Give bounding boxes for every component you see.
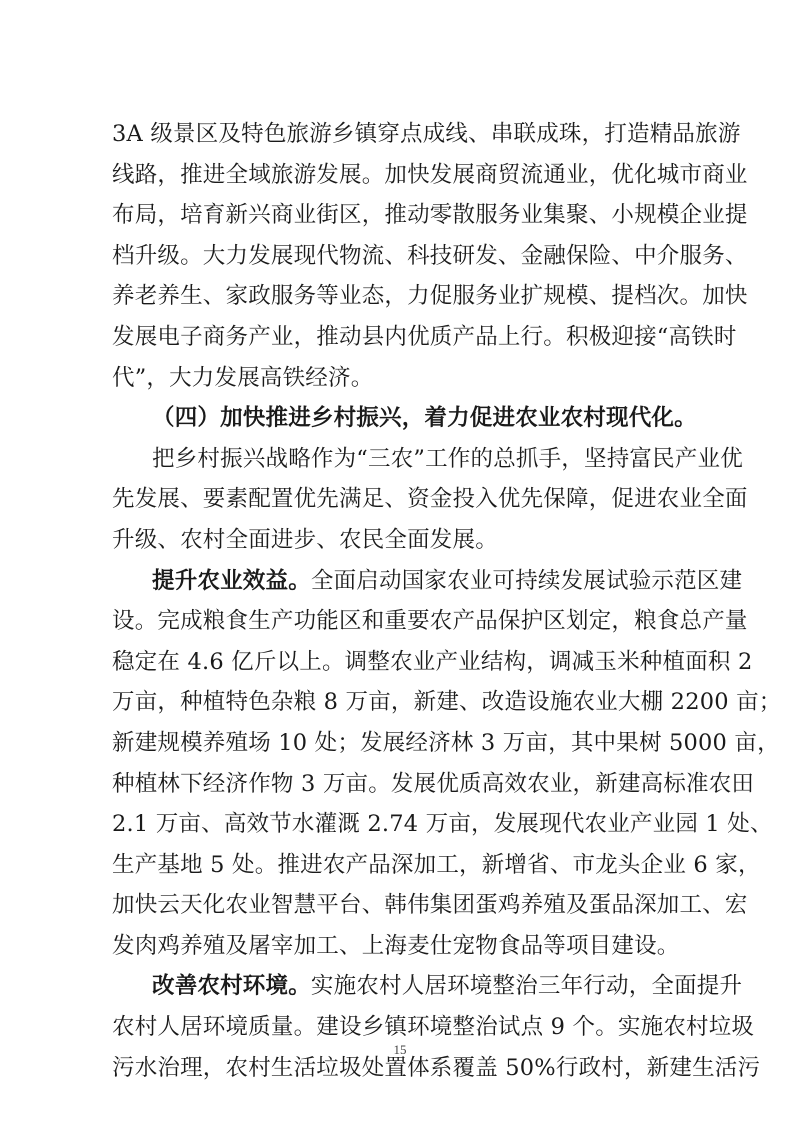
text-line: 档升级。大力发展现代物流、科技研发、金融保险、中介服务、 <box>112 242 748 269</box>
text-line: 农村人居环境质量。建设乡镇环境整治试点 9 个。实施农村垃圾 <box>112 1014 755 1041</box>
text-line: 万亩，种植特色杂粮 8 万亩，新建、改造设施农业大棚 2200 亩； <box>112 689 782 716</box>
paragraph-lead: 提升农业效益。 <box>152 567 311 594</box>
text-line <box>112 561 743 602</box>
page-number: 15 <box>393 1042 407 1057</box>
text-line: 布局，培育新兴商业街区，推动零散服务业集聚、小规模企业提 <box>112 202 748 229</box>
paragraph-tourism-commerce <box>112 114 748 398</box>
text-line: 养老养生、家政服务等业态，力促服务业扩规模、提档次。加快 <box>112 283 748 310</box>
text-span: 实施农村人居环境整治三年行动，全面提升 <box>310 973 743 1000</box>
text-line: 代”，大力发展高铁经济。 <box>112 364 374 391</box>
text-line: 污水治理，农村生活垃圾处置体系覆盖 50%行政村，新建生活污 <box>112 1054 761 1081</box>
text-line: 加快云天化农业智慧平台、韩伟集团蛋鸡养殖及蛋品深加工、宏 <box>112 892 748 919</box>
text-line: 稳定在 4.6 亿斤以上。调整农业产业结构，调减玉米种植面积 2 <box>112 648 753 675</box>
text-line: 2.1 万亩、高效节水灌溉 2.74 万亩，发展现代农业产业园 1 处、 <box>112 811 773 838</box>
paragraph-rural-revitalization <box>112 439 748 561</box>
text-line: 新建规模养殖场 10 处；发展经济林 3 万亩，其中果树 5000 亩， <box>112 729 780 756</box>
text-line: 种植林下经济作物 3 万亩。发展优质高效农业，新建高标准农田 <box>112 770 755 797</box>
text-line: 发肉鸡养殖及屠宰加工、上海麦仕宠物食品等项目建设。 <box>112 932 680 959</box>
text-line: 先发展、要素配置优先满足、资金投入优先保障，促进农业全面 <box>112 486 748 513</box>
text-line: 升级、农村全面进步、农民全面发展。 <box>112 526 498 553</box>
text-line: 3A 级景区及特色旅游乡镇穿点成线、串联成珠，打造精品旅游 <box>112 121 741 147</box>
text-line: 设。完成粮食生产功能区和重要农产品保护区划定，粮食总产量 <box>112 608 748 635</box>
paragraph-lead: 改善农村环境。 <box>152 973 311 1000</box>
text-line: 线路，推进全域旅游发展。加快发展商贸流通业，优化城市商业 <box>112 161 748 188</box>
paragraph-agriculture-efficiency <box>112 561 782 967</box>
text-line: 把乡村振兴战略作为“三农”工作的总抓手，坚持富民产业优 <box>152 445 743 472</box>
text-span: 全面启动国家农业可持续发展试验示范区建 <box>310 567 743 594</box>
text-line: 发展电子商务产业，推动县内优质产品上行。积极迎接“高铁时 <box>112 323 737 350</box>
text-line: 生产基地 5 处。推进农产品深加工，新增省、市龙头企业 6 家， <box>112 851 761 878</box>
section-heading: （四）加快推进乡村振兴，着力促进农业农村现代化。 <box>152 405 697 432</box>
document-body <box>112 114 782 1088</box>
paragraph-rural-environment <box>112 966 761 1088</box>
text-line <box>112 966 743 1007</box>
